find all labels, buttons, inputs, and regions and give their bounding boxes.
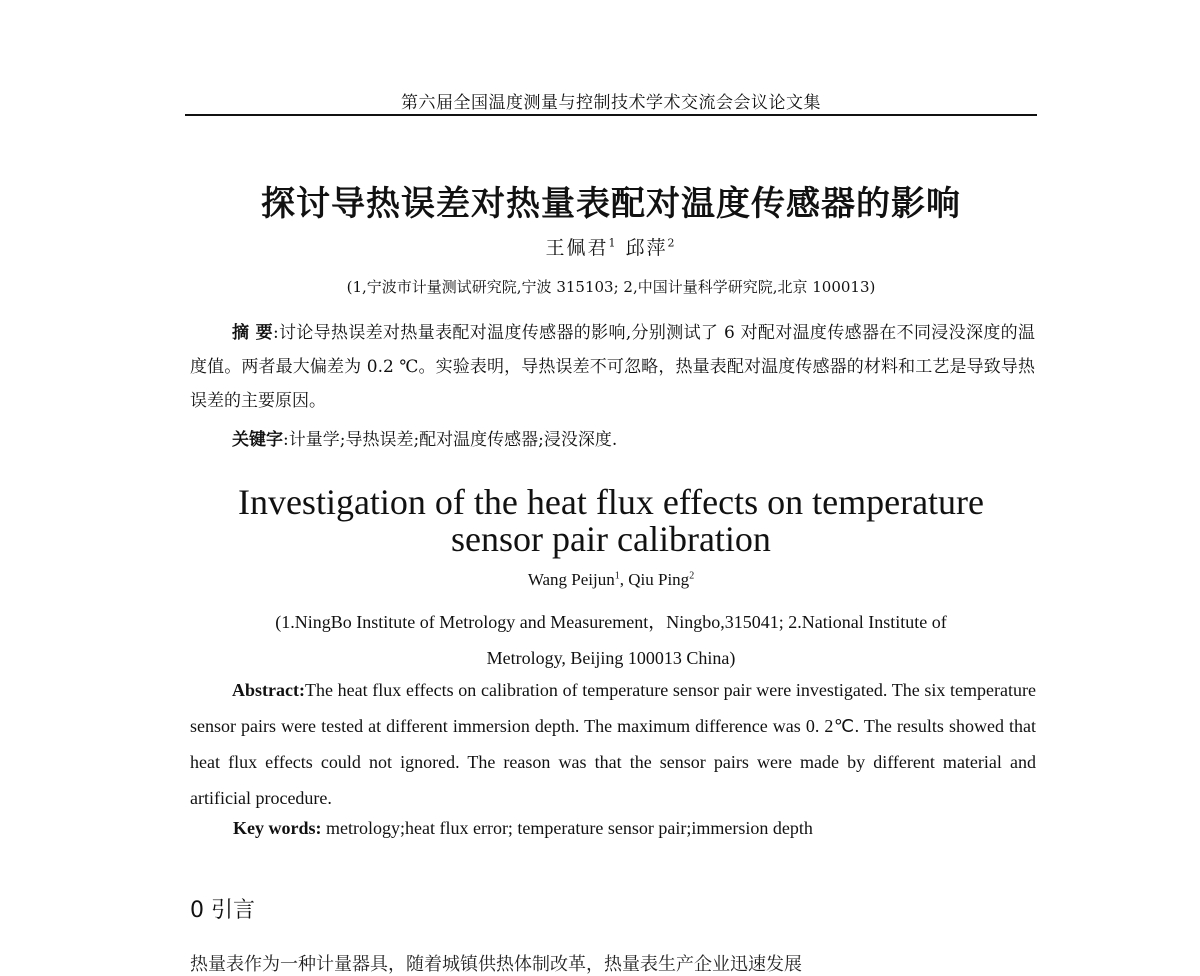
author-1-affil-mark: 1 bbox=[608, 236, 618, 250]
author-2: 邱萍 bbox=[625, 237, 668, 259]
english-title bbox=[185, 484, 1037, 558]
english-title-line-2: sensor pair calibration bbox=[451, 519, 771, 559]
english-author-1: Wang Peijun bbox=[527, 570, 615, 589]
running-header: 第六届全国温度测量与控制技术学术交流会会议论文集 bbox=[401, 93, 821, 113]
author-2-affil-mark: 2 bbox=[667, 236, 677, 250]
english-keywords-text: metrology;heat flux error; temperature sensor pair;immersion depth bbox=[321, 818, 813, 838]
english-abstract-label: Abstract: bbox=[232, 680, 305, 700]
chinese-abstract-text: :讨论导热误差对热量表配对温度传感器的影响,分别测试了 6 对配对温度传感器在不同浸没深度的温度值。两者最大偏差为 0.2 ℃。实验表明，导热误差不可忽略，热量表配对温度传感器的材料和工艺是导致导热误差的主要原因。 bbox=[190, 323, 1035, 411]
chinese-abstract-label: 摘 要 bbox=[232, 323, 273, 343]
section-number: 0 bbox=[190, 898, 204, 923]
english-author-separator: , bbox=[619, 570, 629, 589]
section-heading bbox=[190, 893, 255, 924]
chinese-affiliation: (1,宁波市计量测试研究院,宁波 315103; 2,中国计量科学研究院,北京 100013) bbox=[346, 278, 876, 296]
author-1: 王佩君 bbox=[545, 237, 609, 259]
header-rule bbox=[185, 114, 1037, 116]
section-title: 引言 bbox=[211, 898, 256, 923]
english-author-2: Qiu Ping bbox=[628, 570, 690, 589]
english-abstract-text: The heat flux effects on calibration of temperature sensor pair were investigated. The six temperature sensor pairs were tested at different immersion depth. The maximum difference was 0. 2℃. The results showed that heat flux effects could not ignored. The reason was that the sensor pairs were made by different material and artificial procedure. bbox=[190, 680, 1036, 808]
english-affiliation-line-1: (1.NingBo Institute of Metrology and Measurement，Ningbo,315041; 2.National Institute of bbox=[275, 612, 947, 632]
body-text-cut-line: 热量表作为一种计量器具，随着城镇供热体制改革，热量表生产企业迅速发展 bbox=[190, 954, 802, 975]
chinese-keywords bbox=[232, 425, 1032, 450]
english-title-line-1: Investigation of the heat flux effects on temperature bbox=[237, 482, 985, 522]
english-author-1-affil-mark: 1 bbox=[614, 570, 620, 582]
chinese-abstract bbox=[190, 316, 1035, 418]
chinese-title: 探讨导热误差对热量表配对温度传感器的影响 bbox=[261, 184, 961, 224]
english-affiliation bbox=[185, 604, 1037, 676]
english-keywords-label: Key words: bbox=[233, 818, 322, 838]
chinese-keywords-text: :计量学;导热误差;配对温度传感器;浸没深度. bbox=[283, 430, 618, 450]
english-keywords bbox=[233, 818, 1033, 839]
english-authors bbox=[185, 570, 1037, 590]
chinese-authors bbox=[185, 233, 1037, 260]
english-affiliation-line-2: Metrology, Beijing 100013 China) bbox=[486, 648, 736, 668]
english-abstract bbox=[190, 672, 1036, 816]
english-author-2-affil-mark: 2 bbox=[689, 570, 695, 582]
chinese-keywords-label: 关键字 bbox=[232, 430, 283, 450]
